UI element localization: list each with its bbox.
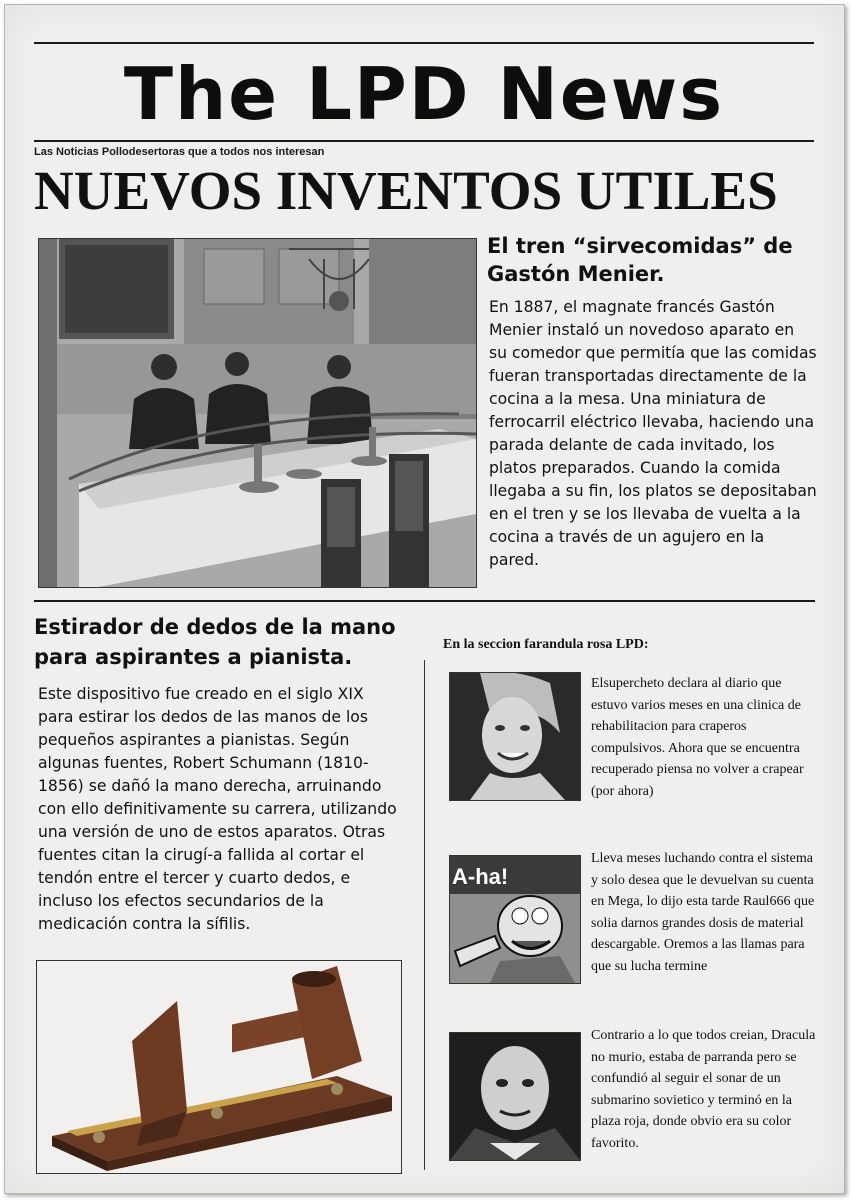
tagline: Las Noticias Pollodesertoras que a todos nos interesan [34, 146, 325, 158]
article2-title-line2: para aspirantes a pianista. [34, 645, 353, 669]
finger-stretcher-photo [36, 960, 402, 1174]
gossip-text-2: Lleva meses luchando contra el sistema y solo desea que le devuelvan su cuenta en Mega, lo dijo esta tarde Raul666 que solia darnos grandes dosis de material descargable. Oremos a las llamas para que su lucha termine [591, 851, 815, 974]
dracula-portrait-illustration [450, 1033, 580, 1160]
article2-title-line1: Estirador de dedos de la mano [34, 615, 396, 639]
article1-title-line2: Gastón Menier. [487, 262, 665, 286]
gossip-heading: En la seccion farandula rosa LPD: [443, 637, 649, 652]
masthead-bottom-rule [34, 140, 814, 142]
masthead-title: The LPD News [123, 52, 725, 136]
dining-room-photo [38, 238, 477, 588]
dining-room-illustration [39, 239, 476, 587]
gossip-text-1: Elsupercheto declara al diario que estuvo varios meses en una clinica de rehabilitacion para craperos compulsivos. Ahora que se encuentra recuperado piensa no volver a crapear (por ahora) [591, 676, 804, 799]
gossip-photo-3 [449, 1032, 581, 1161]
woman-portrait-illustration [450, 673, 580, 800]
cartoon-caption: A-ha! [452, 864, 509, 889]
article2-body: Este dispositivo fue creado en el siglo XIX para estirar los dedos de las manos de los pequeños aspirantes a pianistas. Según algunas fuentes, Robert Schumann (1810-1856) se dañó la mano derecha, arruinando con ello definitivamente su carrera, utilizando una versión de uno de estos aparatos. Otras fuentes citan la cirugí-a fallida al cortar el tendón entre el tercer y cuarto dedos, e incluso los efectos secundarios de la medicación contra la sífilis. [38, 685, 397, 933]
article2-title [34, 612, 424, 672]
article1-title [487, 232, 817, 288]
gossip-text-3: Contrario a lo que todos creian, Dracula no murio, estaba de parranda pero se confundió al seguir el sonar de un submarino sovietico y terminó en la plaza roja, donde obvio era su color favorito. [591, 1028, 816, 1151]
article1-body: En 1887, el magnate francés Gastón Menier instaló un novedoso aparato en su comedor que permitía que las comidas fueran transportadas directamente de la cocina a la mesa. Una miniatura de ferrocarril eléctrico llevaba, haciendo una parada delante de cada invitado, los platos preparados. Cuando la comida llegaba a su fin, los platos se depositaban en el tren y se los llevaba de vuelta a la cocina a través de un agujero en la pared. [489, 298, 817, 569]
masthead-top-rule [34, 42, 814, 44]
section-divider [34, 600, 815, 602]
article1-title-line1: El tren “sirvecomidas” de [487, 234, 793, 258]
main-headline: NUEVOS INVENTOS UTILES [34, 160, 778, 221]
gossip-photo-2 [449, 855, 581, 984]
finger-stretcher-illustration [37, 961, 401, 1173]
cartoon-character-illustration [450, 856, 580, 983]
column-divider [424, 660, 425, 1170]
gossip-photo-1 [449, 672, 581, 801]
